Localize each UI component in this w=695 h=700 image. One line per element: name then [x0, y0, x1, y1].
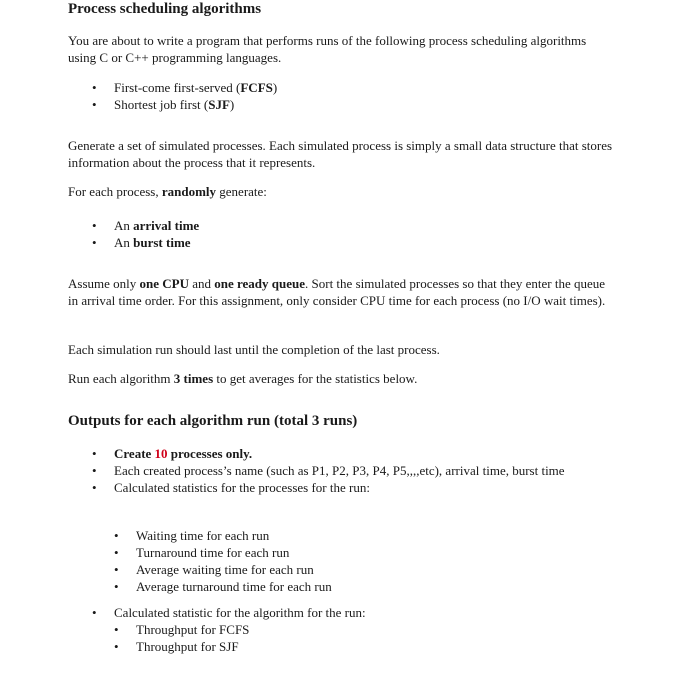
process-count: 10: [154, 446, 168, 461]
list-item: • Average waiting time for each run: [114, 561, 584, 578]
list-item: • Turnaround time for each run: [114, 544, 584, 561]
run-each-paragraph: Run each algorithm 3 times to get averages for the statistics below.: [68, 371, 418, 386]
outputs-list: [92, 445, 592, 496]
list-item: • Average turnaround time for each run: [114, 578, 584, 595]
simulation-paragraph: Each simulation run should last until the completion of the last process.: [68, 342, 440, 357]
list-item: • First-come first-served (FCFS): [92, 79, 592, 96]
generate-paragraph: Generate a set of simulated processes. Each simulated process is simply a small data structure that stores information about the process that it represents.: [68, 138, 613, 170]
list-item: • An arrival time: [92, 217, 592, 234]
list-item: • An burst time: [92, 234, 592, 251]
intro-paragraph: You are about to write a program that performs runs of the following process scheduling algorithms using C or C++ programming languages.: [68, 33, 587, 65]
list-item: • Throughput for SJF: [114, 638, 584, 655]
list-item: • Create 10 processes only.: [92, 445, 592, 462]
list-item: • Each created process’s name (such as P1, P2, P3, P4, P5,,,,etc), arrival time, burst time: [92, 462, 592, 479]
list-item: • Calculated statistics for the processes for the run:: [92, 479, 592, 496]
list-item: • Throughput for FCFS: [114, 621, 584, 638]
list-item: • Waiting time for each run: [114, 527, 584, 544]
generate-list: [92, 217, 592, 251]
page-title: Process scheduling algorithms: [68, 1, 262, 17]
assume-paragraph: Assume only one CPU and one ready queue. Sort the simulated processes so that they enter the queue in arrival time order. For this assignment, only consider CPU time for each process (no I/O wait times).: [68, 276, 606, 308]
algorithm-list: [92, 79, 592, 113]
list-item: • Shortest job first (SJF): [92, 96, 592, 113]
outputs-heading: Outputs for each algorithm run (total 3 runs): [68, 413, 358, 429]
list-item: • Calculated statistic for the algorithm for the run:: [92, 604, 592, 621]
stats-list: [114, 527, 584, 595]
throughput-list: [114, 621, 584, 655]
for-each-paragraph: For each process, randomly generate:: [68, 184, 267, 199]
algo-stat-list: [92, 604, 592, 621]
